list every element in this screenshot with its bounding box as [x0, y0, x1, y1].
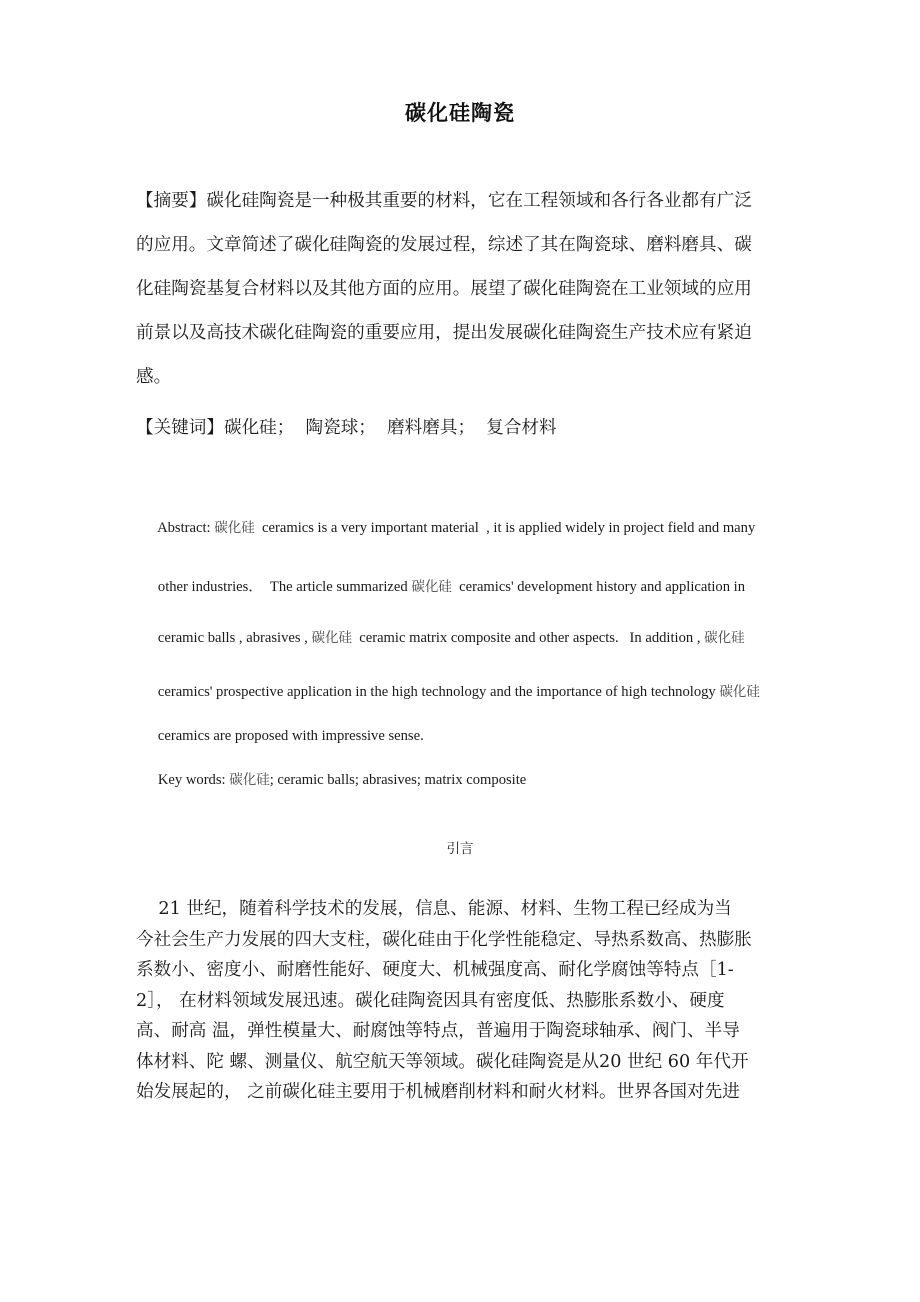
intro-line: 体材料、陀 螺、测量仪、航空航天等领域。碳化硅陶瓷是从20 世纪 60 年代开: [136, 1051, 749, 1072]
abstract-chinese: [136, 189, 786, 409]
en-text: Key words:: [157, 772, 230, 788]
abstract-en-line: [136, 498, 756, 536]
en-text: ceramics are proposed with impressive sense.: [157, 728, 424, 744]
en-text: ceramics' development history and application in: [451, 579, 746, 595]
abstract-line: 【摘要】碳化硅陶瓷是一种极其重要的材料，它在工程领域和各行各业都有广泛: [136, 191, 752, 211]
en-text: other industries． The article summarized: [157, 579, 412, 595]
en-text: ; ceramic balls; abrasives; matrix composite: [269, 772, 527, 788]
intro-line: 今社会生产力发展的四大支柱，碳化硅由于化学性能稳定、导热系数高、热膨胀: [136, 929, 752, 950]
intro-line: 系数小、密度小、耐磨性能好、硬度大、机械强度高、耐化学腐蚀等特点［1-: [136, 960, 734, 980]
document-title: 碳化硅陶瓷: [405, 101, 515, 125]
en-text: ceramic balls , abrasives ,: [157, 630, 312, 646]
abstract-line: 前景以及高技术碳化硅陶瓷的重要应用，提出发展碳化硅陶瓷生产技术应有紧迫: [136, 323, 752, 343]
en-cjk-term: 碳化硅: [411, 579, 452, 595]
abstract-line: 感。: [136, 367, 172, 387]
en-cjk-term: 碳化硅: [214, 520, 255, 536]
en-text: ceramics' prospective application in the high technology and the importance of high technology: [157, 684, 720, 700]
section-heading-introduction: 引言: [446, 841, 474, 857]
keywords-english: [136, 750, 527, 788]
intro-line: 21 世纪，随着科学技术的发展，信息、能源、材料、生物工程已经成为当: [136, 899, 732, 919]
abstract-en-line: [136, 608, 745, 646]
en-text: ceramic matrix composite and other aspects. In addition ,: [351, 630, 705, 646]
en-cjk-term: 碳化硅: [704, 630, 745, 646]
intro-line: 2］， 在材料领域发展迅速。碳化硅陶瓷因具有密度低、热膨胀系数小、硬度: [136, 990, 725, 1011]
en-cjk-term: 碳化硅: [719, 684, 760, 700]
keywords-line: 【关键词】碳化硅； 陶瓷球； 磨料磨具； 复合材料: [136, 418, 557, 438]
abstract-line: 化硅陶瓷基复合材料以及其他方面的应用。展望了碳化硅陶瓷在工业领域的应用: [136, 279, 752, 299]
abstract-en-line: [136, 662, 760, 700]
en-text: Abstract:: [157, 520, 215, 536]
introduction-body: [136, 894, 796, 1108]
intro-line: 高、耐高 温，弹性模量大、耐腐蚀等特点，普遍用于陶瓷球轴承、阀门、半导: [136, 1021, 740, 1041]
abstract-en-line: [136, 557, 746, 595]
abstract-line: 的应用。文章简述了碳化硅陶瓷的发展过程，综述了其在陶瓷球、磨料磨具、碳: [136, 235, 752, 255]
en-text: ceramics is a very important material , it is applied widely in project field and many: [254, 520, 756, 536]
abstract-en-line: [136, 706, 424, 744]
intro-line: 始发展起的， 之前碳化硅主要用于机械磨削材料和耐火材料。世界各国对先进: [136, 1082, 740, 1102]
keywords-chinese: [136, 416, 786, 441]
en-cjk-term: 碳化硅: [311, 630, 352, 646]
en-cjk-term: 碳化硅: [229, 772, 270, 788]
